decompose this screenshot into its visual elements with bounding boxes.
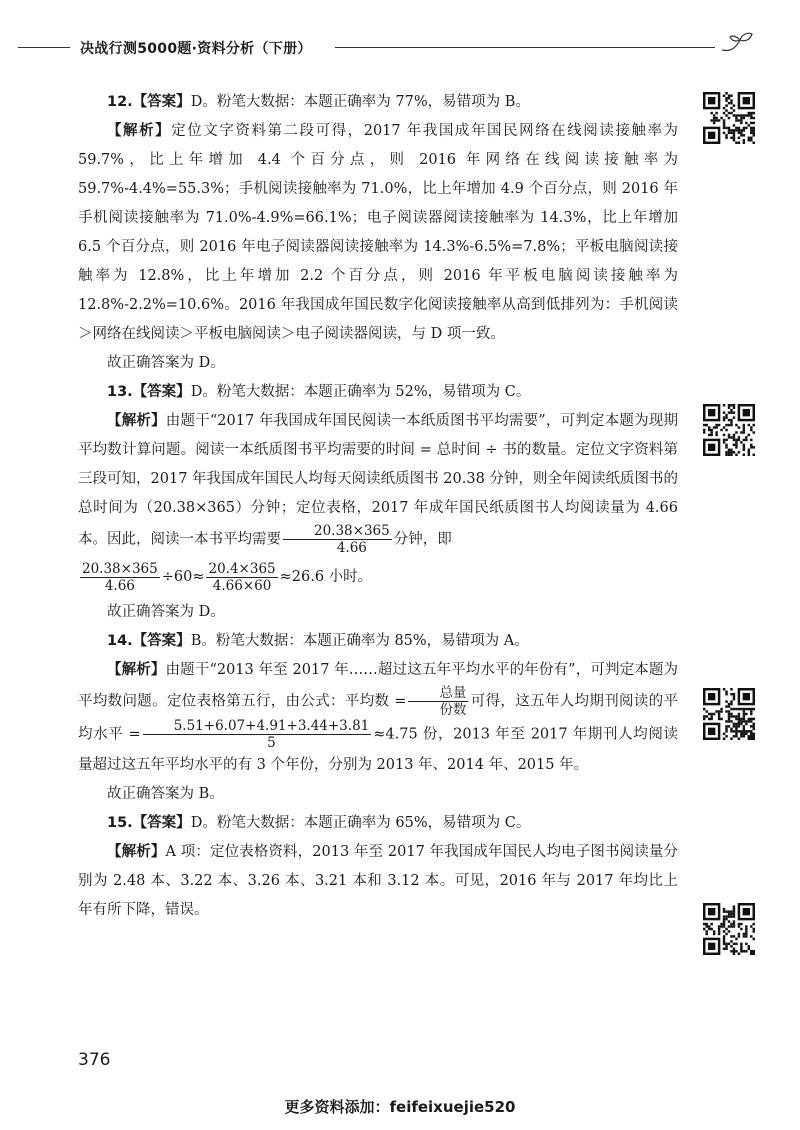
q14-answer: 14.【答案】B。粉笔大数据：本题正确率为 85%，易错项为 A。 [107, 633, 529, 649]
fraction: $\frac{\text{总量}}{\text{份数}}$ [408, 685, 468, 718]
q12-explanation: 【解析】定位文字资料第二段可得，2017 年我国成年国民网络在线阅读接触率为 59.7%，比上年增加 4.4 个百分点，则 2016 年网络在线阅读接触率为 59.7%-4.4%=55.3%；手机阅读接触率为 71.0%，比上年增加 4.9 个百分点，则 2016 年手机阅读接触率为 71.0%-4.9%=66.1%；电子阅读器阅读接触率为 14.3%，比上年增加 6.5 个百分点，则 2016 年电子阅读器阅读接触率为 14.3%-6.5%=7.8%；平板电脑阅读接触率为 12.8%，比上年增加 2.2 个百分点，则 2016 年平板电脑阅读接触率为 12.8%-2.2%=10.6%。2016 年我国成年国民数字化阅读接触率从高到低排列为：手机阅读＞网络在线阅读＞平板电脑阅读＞电子阅读器阅读，与 D 项一致。 [78, 123, 678, 342]
header-rule-right [335, 47, 715, 48]
leaf-sprout-icon [718, 30, 758, 60]
fraction: $\frac{20.38\times 365}{4.66}$ [82, 560, 158, 594]
header-rule-left [18, 47, 70, 48]
qr-code-icon[interactable] [703, 92, 755, 144]
q15-answer: 15.【答案】D。粉笔大数据：本题正确率为 65%，易错项为 C。 [107, 815, 531, 831]
q13-conclusion: 故正确答案为 D。 [107, 604, 225, 620]
fraction: $\frac{20.4\times 365}{4.66\times 60}$ [208, 560, 276, 594]
q14-conclusion: 故正确答案为 B。 [107, 786, 224, 802]
fraction: $\frac{20.38\times 365}{4.66}$ [283, 523, 392, 556]
q13-formula: $\frac{20.38\times 365}{4.66}$ ÷60≈ $\frac{20.4\times 365}{4.66\times 60}$ ≈26.6 小时。 [82, 560, 373, 594]
q15-explanation: 【解析】A 项：定位表格资料，2013 年至 2017 年我国成年国民人均电子图书阅读量分别为 2.48 本、3.22 本、3.26 本、3.21 本和 3.12 本。可见，2016 年与 2017 年均比上年有所下降，错误。 [78, 844, 679, 918]
page-header [0, 28, 800, 68]
answer-explanations [78, 88, 678, 925]
book-title: 决战行测5000题·资料分析（下册） [80, 41, 312, 57]
q13-answer: 13.【答案】D。粉笔大数据：本题正确率为 52%，易错项为 C。 [107, 384, 531, 400]
q12-conclusion: 故正确答案为 D。 [107, 355, 225, 371]
q14-explanation: 【解析】由题干“2013 年至 2017 年……超过这五年平均水平的年份有”，可判定本题为平均数问题。定位表格第五行，由公式：平均数 = $\frac{\text{总量}}{\text{份数}}$ 可得，这五年人均期刊阅读的平均水平 = $\frac{5.51+6.07+4.91+3.44+3.81}{5}$ ≈4.75 份，2013 年至 2017 年期刊人均阅读量超过这五年平均水平的有 3 个年份，分别为 2013 年、2014 年、2015 年。 [78, 662, 678, 773]
footer-note: 更多资料添加：feifeixuejie520 [284, 1098, 516, 1116]
qr-code-icon[interactable] [703, 688, 755, 740]
qr-code-icon[interactable] [703, 903, 755, 955]
qr-code-icon[interactable] [703, 404, 755, 456]
page-number: 376 [78, 1050, 111, 1070]
q12-answer: 12.【答案】D。粉笔大数据：本题正确率为 77%，易错项为 B。 [107, 94, 530, 110]
fraction: $\frac{5.51+6.07+4.91+3.44+3.81}{5}$ [143, 718, 372, 751]
q13-explanation: 【解析】由题干“2017 年我国成年国民阅读一本纸质图书平均需要”，可判定本题为现期平均数计算问题。阅读一本纸质图书平均需要的时间 = 总时间 ÷ 书的数量。定位文字资料第三段可知，2017 年我国成年国民人均每天阅读纸质图书 20.38 分钟，则全年阅读纸质图书的总时间为（20.38×365）分钟；定位表格，2017 年成年国民纸质图书人均阅读量为 4.66 本。因此，阅读一本书平均需要 $\frac{20.38\times 365}{4.66}$ 分钟，即 [78, 413, 678, 556]
